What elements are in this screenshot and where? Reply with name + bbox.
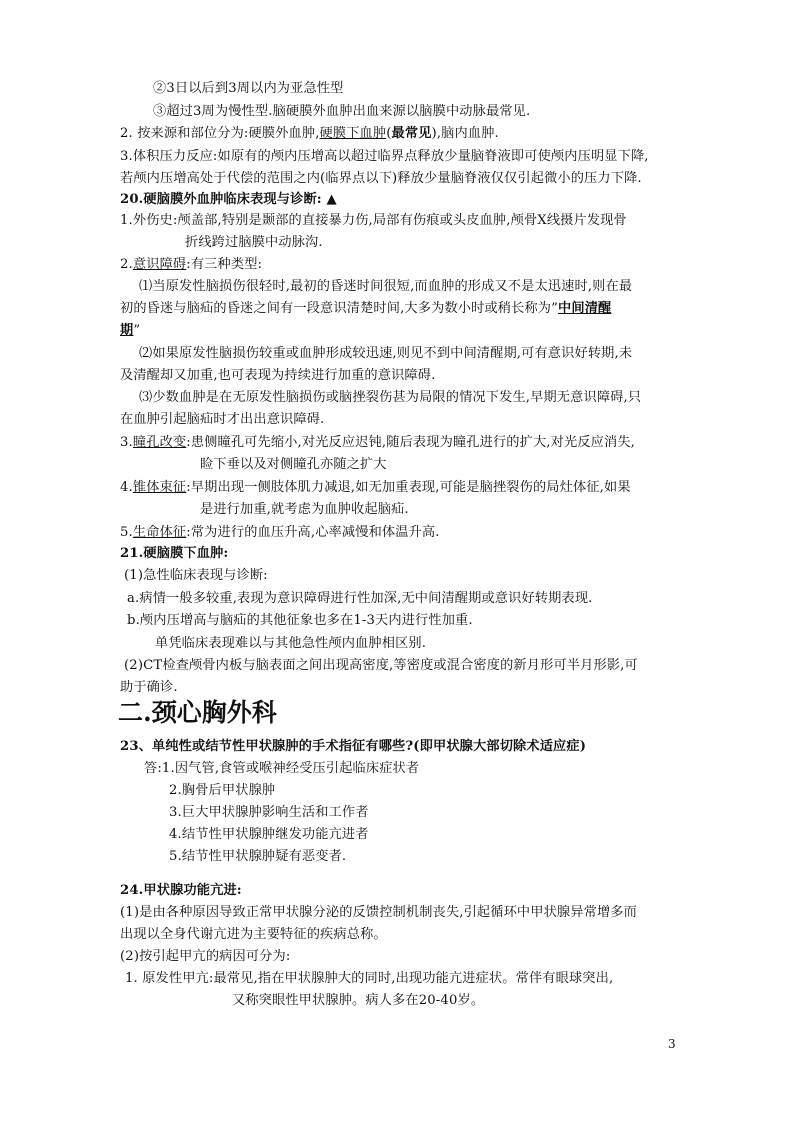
text-line: 出现以全身代谢亢进为主要特征的疾病总称。 — [120, 927, 387, 942]
list-item: 答:1.因气管,食管或喉神经受压引起临床症状者 — [144, 761, 420, 776]
text-line: 助于确诊. — [120, 680, 178, 695]
key-term: 期 — [120, 323, 134, 338]
text-span: 初的昏迷与脑疝的昏迷之间有一段意识清楚时间,大多为数小时或稍长称为” — [120, 301, 559, 316]
section-heading: 20.硬脑膜外血肿临床表现与诊断: ▲ — [120, 192, 337, 207]
section-heading: 24.甲状腺功能亢进: — [120, 883, 242, 898]
text-line — [120, 434, 635, 452]
text-line: (2)按引起甲亢的病因可分为: — [120, 949, 291, 964]
text-line: 若颅内压增高处于代偿的范围之内(临界点以下)释放少量脑脊液仅仅引起微小的压力下降. — [120, 171, 642, 186]
text-line: (2)CT检查颅骨内板与脑表面之间出现高密度,等密度或混合密度的新月形可半月形影,可 — [124, 658, 638, 673]
text-line — [120, 300, 611, 318]
text-line: 1.外伤史:颅盖部,特别是颞部的直接暴力伤,局部有伤痕或头皮血肿,颅骨X线摄片发现骨 — [120, 213, 627, 228]
text-line: (1)急性临床表现与诊断: — [124, 568, 268, 583]
underlined-term: 硬膜下血肿 — [319, 126, 387, 141]
bold-term: 最常见 — [391, 126, 432, 141]
text-span: 4. — [120, 480, 133, 495]
list-item: 4.结节性甲状腺肿继发功能亢进者 — [169, 827, 369, 842]
text-line: ②3日以后到3周以内为亚急性型 — [153, 81, 344, 96]
text-line: 1. 原发性甲亢:最常见,指在甲状腺肿大的同时,出现功能亢进症状。常伴有眼球突出, — [125, 971, 614, 986]
list-item: 5.结节性甲状腺肿疑有恶变者. — [169, 849, 347, 864]
text-line: ⑵如果原发性脑损伤较重或血肿形成较迅速,则见不到中间清醒期,可有意识好转期,未 — [139, 346, 633, 361]
text-line: (1)是由各种原因导致正常甲状腺分泌的反馈控制机制丧失,引起循环中甲状腺异常增多而 — [120, 905, 637, 920]
text-line: ⑴当原发性脑损伤很轻时,最初的昏迷时间很短,而血肿的形成又不是太迅速时,则在最 — [139, 279, 633, 294]
text-line — [120, 125, 499, 143]
text-span: ” — [133, 323, 141, 338]
text-line: ⑶少数血肿是在无原发性脑损伤或脑挫裂伤甚为局限的情况下发生,早期无意识障碍,只 — [139, 390, 642, 405]
text-line: ③超过3周为慢性型.脑硬膜外血肿出血来源以脑膜中动脉最常见. — [153, 104, 531, 119]
underlined-term: 锥体束征 — [132, 480, 187, 495]
text-span: :常为进行的血压升高,心率减慢和体温升高. — [186, 525, 440, 540]
text-line — [120, 256, 262, 274]
text-line: 3.体积压力反应:如原有的颅内压增高以超过临界点释放少量脑脊液即可使颅内压明显下降, — [120, 149, 649, 164]
underlined-term: 瞳孔改变 — [132, 435, 187, 450]
text-span: :早期出现一侧肢体肌力减退,如无加重表现,可能是脑挫裂伤的局灶体征,如果 — [186, 480, 631, 495]
text-line — [120, 322, 140, 340]
text-line: 及清醒却又加重,也可表现为持续进行加重的意识障碍. — [120, 368, 436, 383]
chapter-title: 二.颈心胸外科 — [118, 698, 277, 727]
underlined-term: 意识障碍 — [132, 257, 187, 272]
text-span: ( — [386, 126, 392, 141]
text-span: 5. — [120, 525, 133, 540]
underlined-term: 生命体征 — [132, 525, 187, 540]
text-line: 单凭临床表现难以与其他急性颅内血肿相区别. — [155, 636, 427, 651]
text-line: a.病情一般多较重,表现为意识障碍进行性加深,无中间清醒期或意识好转期表现. — [127, 591, 593, 606]
text-span: 2. 按来源和部位分为:硬膜外血肿, — [120, 126, 320, 141]
text-span: :有三种类型: — [186, 257, 263, 272]
question-heading: 23、单纯性或结节性甲状腺肿的手术指征有哪些?(即甲状腺大部切除术适应症) — [120, 739, 587, 754]
text-line: 折线跨过脑膜中动脉沟. — [185, 235, 323, 250]
text-span: 3. — [120, 435, 133, 450]
text-line — [120, 479, 631, 497]
text-line: 是进行加重,就考虑为血肿收起脑疝. — [200, 502, 409, 517]
text-span: 2. — [120, 257, 133, 272]
section-heading: 21.硬脑膜下血肿: — [120, 546, 229, 561]
list-item: 2.胸骨后甲状腺肿 — [169, 783, 276, 798]
key-term: 中间清醒 — [558, 301, 612, 316]
text-line — [120, 524, 440, 542]
text-span: ),脑内血肿. — [431, 126, 499, 141]
text-span: :患侧瞳孔可先缩小,对光反应迟钝,随后表现为瞳孔进行的扩大,对光反应消失, — [186, 435, 636, 450]
list-item: 3.巨大甲状腺肿影响生活和工作者 — [169, 805, 369, 820]
text-line: b.颅内压增高与脑疝的其他征象也多在1-3天内进行性加重. — [127, 613, 473, 628]
text-line: 睑下垂以及对侧瞳孔亦随之扩大 — [200, 457, 387, 472]
text-line: 又称突眼性甲状腺肿。病人多在20-40岁。 — [232, 993, 485, 1008]
page-number: 3 — [668, 1037, 676, 1051]
text-line: 在血肿引起脑疝时才出出意识障碍. — [120, 412, 325, 427]
